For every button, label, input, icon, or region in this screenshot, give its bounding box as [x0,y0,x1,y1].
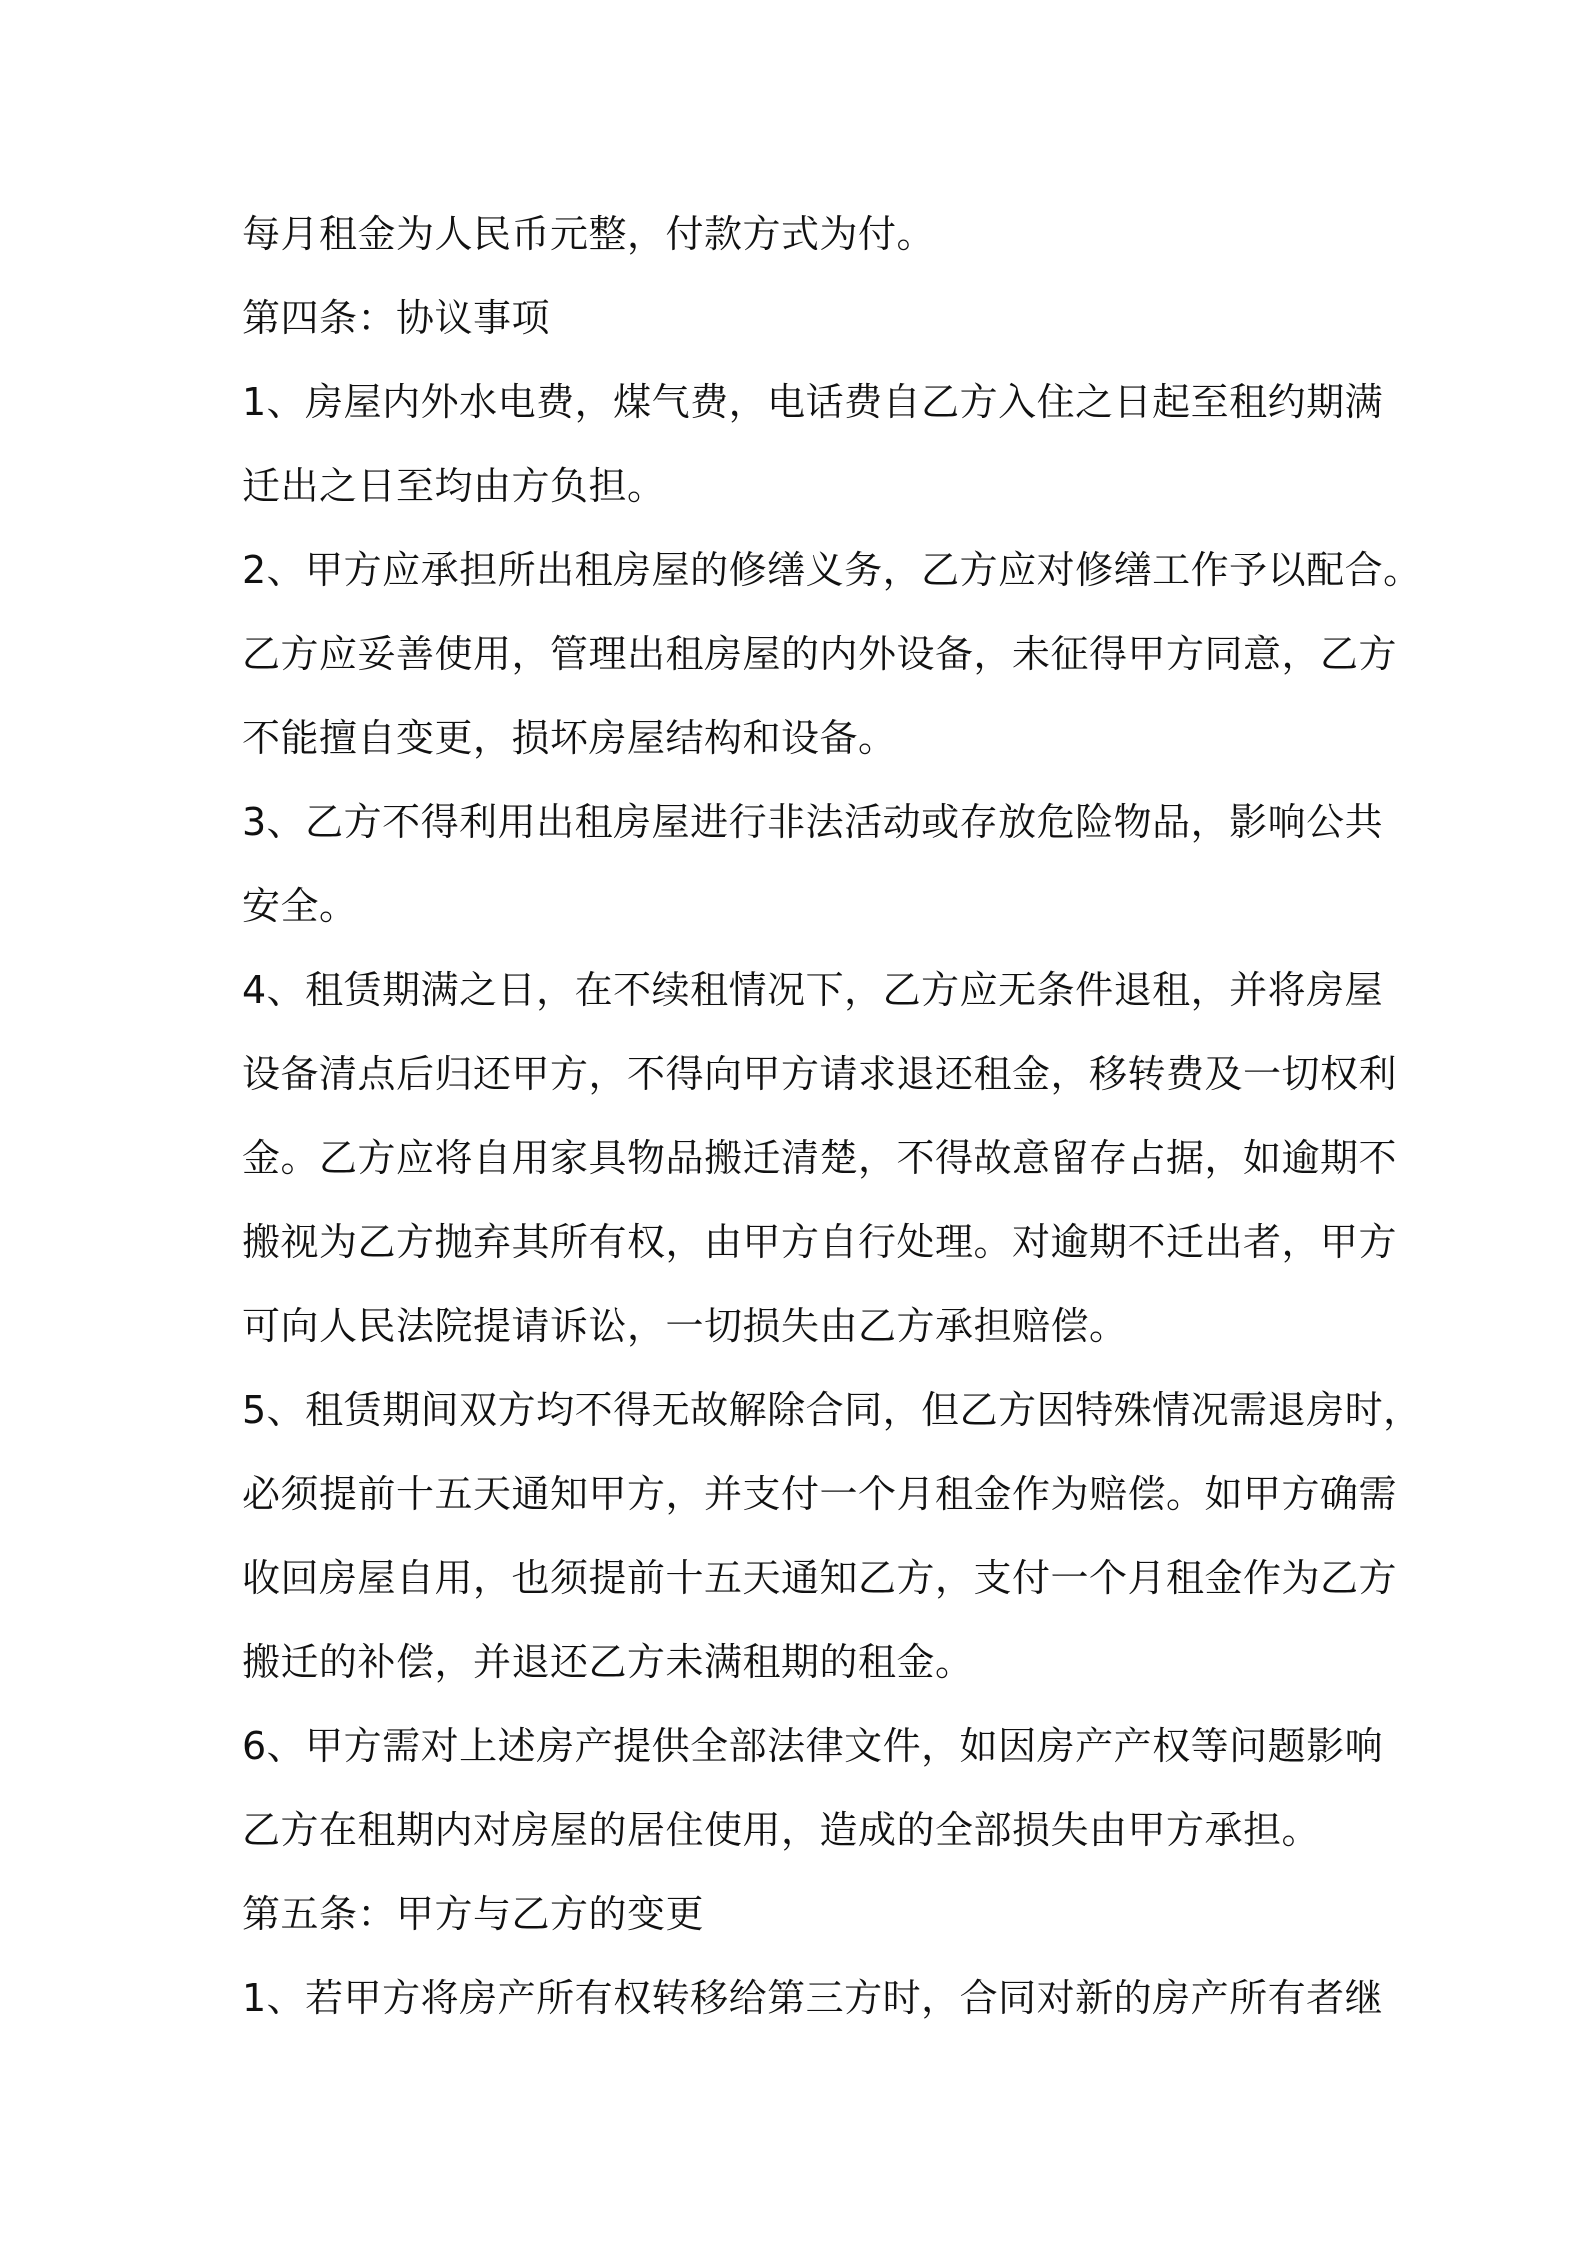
clause-5-line-1: 5、租赁期间双方均不得无故解除合同，但乙方因特殊情况需退房时， [242,1388,1422,1432]
clause-4-line-4: 搬视为乙方抛弃其所有权，由甲方自行处理。对逾期不迁出者，甲方 [242,1220,1398,1264]
clause-1-line-1: 1、房屋内外水电费，煤气费，电话费自乙方入住之日起至租约期满 [242,380,1384,424]
clause-1-line-2: 迁出之日至均由方负担。 [242,464,666,508]
clause-2-line-3: 不能擅自变更，损坏房屋结构和设备。 [242,716,897,760]
clause-6-line-1: 6、甲方需对上述房产提供全部法律文件，如因房产产权等问题影响 [242,1724,1384,1768]
clause-2-line-2: 乙方应妥善使用，管理出租房屋的内外设备，未征得甲方同意，乙方 [242,632,1398,676]
document-body [242,192,1422,2040]
clause-5-line-2: 必须提前十五天通知甲方，并支付一个月租金作为赔偿。如甲方确需 [242,1472,1398,1516]
article-five-heading: 第五条：甲方与乙方的变更 [242,1892,705,1936]
paragraph-rent-terms: 每月租金为人民币元整，付款方式为付。 [242,212,936,256]
clause-4-line-3: 金。乙方应将自用家具物品搬迁清楚，不得故意留存占据，如逾期不 [242,1136,1398,1180]
clause-3-line-2: 安全。 [242,884,358,928]
clause-3-line-1: 3、乙方不得利用出租房屋进行非法活动或存放危险物品，影响公共 [242,800,1384,844]
clause-5-line-4: 搬迁的补偿，并退还乙方未满租期的租金。 [242,1640,974,1684]
clause-4-line-5: 可向人民法院提请诉讼，一切损失由乙方承担赔偿。 [242,1304,1128,1348]
clause-5-line-3: 收回房屋自用，也须提前十五天通知乙方，支付一个月租金作为乙方 [242,1556,1398,1600]
clause-4-line-2: 设备清点后归还甲方，不得向甲方请求退还租金，移转费及一切权利 [242,1052,1398,1096]
clause-4-line-1: 4、租赁期满之日，在不续租情况下，乙方应无条件退租，并将房屋 [242,968,1384,1012]
clause-2-line-1: 2、甲方应承担所出租房屋的修缮义务，乙方应对修缮工作予以配合。 [242,548,1422,592]
article-five-clause-1-line-1: 1、若甲方将房产所有权转移给第三方时，合同对新的房产所有者继 [242,1976,1384,2020]
article-four-heading: 第四条：协议事项 [242,296,551,340]
clause-6-line-2: 乙方在租期内对房屋的居住使用，造成的全部损失由甲方承担。 [242,1808,1321,1852]
